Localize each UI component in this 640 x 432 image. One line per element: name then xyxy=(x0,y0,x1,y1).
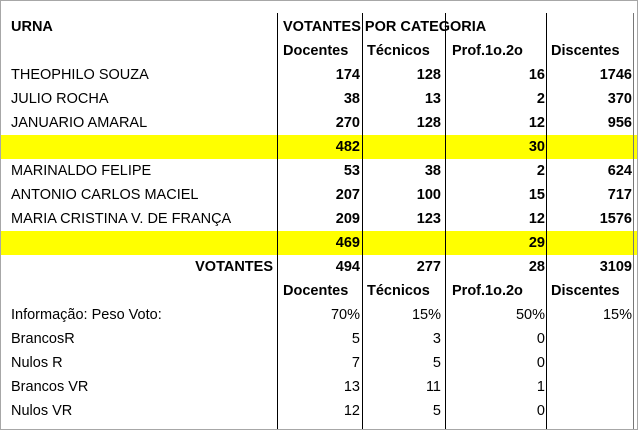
tecnicos-value: 100 xyxy=(416,187,441,203)
column-header-row-repeat xyxy=(1,279,638,303)
subtotal-row-highlighted xyxy=(1,231,638,255)
column-divider xyxy=(362,13,363,430)
votantes-prof: 28 xyxy=(528,259,545,275)
peso-voto-row xyxy=(1,303,638,327)
prof-value: 12 xyxy=(528,211,545,227)
prof-value: 12 xyxy=(528,115,545,131)
docentes-value: 174 xyxy=(335,67,360,83)
votantes-tecnicos: 277 xyxy=(416,259,441,275)
candidate-name: MARIA CRISTINA V. DE FRANÇA xyxy=(11,211,232,227)
votantes-total-row xyxy=(1,255,638,279)
header-row xyxy=(1,15,638,39)
subtotal-docentes: 469 xyxy=(335,235,360,251)
docentes-value: 209 xyxy=(335,211,360,227)
votantes-discentes: 3109 xyxy=(599,259,632,275)
extra-prof: 0 xyxy=(536,331,545,347)
subtotal-prof: 30 xyxy=(528,139,545,155)
extra-docentes: 7 xyxy=(351,355,360,371)
extra-label: BrancosR xyxy=(11,331,75,347)
subtotal-row-highlighted xyxy=(1,135,638,159)
extra-label: Nulos VR xyxy=(11,403,73,419)
candidate-row xyxy=(1,63,638,87)
docentes-value: 270 xyxy=(335,115,360,131)
extra-tecnicos: 5 xyxy=(432,355,441,371)
extra-tecnicos: 3 xyxy=(432,331,441,347)
candidate-row xyxy=(1,111,638,135)
candidate-name: THEOPHILO SOUZA xyxy=(11,67,149,83)
tecnicos-value: 13 xyxy=(424,91,441,107)
extra-prof: 0 xyxy=(536,355,545,371)
peso-prof: 50% xyxy=(515,307,545,323)
extra-prof: 1 xyxy=(536,379,545,395)
docentes-value: 207 xyxy=(335,187,360,203)
col-prof: Prof.1o.2o xyxy=(452,283,523,299)
column-header-row xyxy=(1,39,638,63)
extra-label: Nulos R xyxy=(11,355,63,371)
column-divider xyxy=(445,13,446,430)
col-docentes: Docentes xyxy=(283,283,349,299)
votantes-label: VOTANTES xyxy=(195,259,273,275)
candidate-name: ANTONIO CARLOS MACIEL xyxy=(11,187,199,203)
col-tecnicos: Técnicos xyxy=(367,43,430,59)
prof-value: 2 xyxy=(536,163,545,179)
tecnicos-value: 38 xyxy=(424,163,441,179)
prof-value: 15 xyxy=(528,187,545,203)
peso-tecnicos: 15% xyxy=(411,307,441,323)
extra-docentes: 5 xyxy=(351,331,360,347)
col-tecnicos: Técnicos xyxy=(367,283,430,299)
extra-tecnicos: 5 xyxy=(432,403,441,419)
candidate-name: JULIO ROCHA xyxy=(11,91,109,107)
tecnicos-value: 123 xyxy=(416,211,441,227)
col-discentes: Discentes xyxy=(551,43,620,59)
col-discentes: Discentes xyxy=(551,283,620,299)
peso-discentes: 15% xyxy=(602,307,632,323)
docentes-value: 53 xyxy=(343,163,360,179)
candidate-name: MARINALDO FELIPE xyxy=(11,163,152,179)
discentes-value: 624 xyxy=(607,163,632,179)
candidate-row xyxy=(1,207,638,231)
category-title: VOTANTES POR CATEGORIA xyxy=(283,19,487,35)
discentes-value: 370 xyxy=(607,91,632,107)
votantes-docentes: 494 xyxy=(335,259,360,275)
extra-docentes: 13 xyxy=(343,379,360,395)
candidate-name: JANUARIO AMARAL xyxy=(11,115,148,131)
column-divider xyxy=(633,13,634,430)
column-divider xyxy=(277,13,278,430)
discentes-value: 956 xyxy=(607,115,632,131)
subtotal-prof: 29 xyxy=(528,235,545,251)
peso-docentes: 70% xyxy=(330,307,360,323)
candidate-row xyxy=(1,87,638,111)
column-divider xyxy=(546,13,547,430)
discentes-value: 1576 xyxy=(599,211,632,227)
discentes-value: 717 xyxy=(607,187,632,203)
subtotal-docentes: 482 xyxy=(335,139,360,155)
discentes-value: 1746 xyxy=(599,67,632,83)
extra-tecnicos: 11 xyxy=(425,379,441,395)
urna-header: URNA xyxy=(11,19,53,35)
docentes-value: 38 xyxy=(343,91,360,107)
candidate-row xyxy=(1,183,638,207)
col-prof: Prof.1o.2o xyxy=(452,43,523,59)
col-docentes: Docentes xyxy=(283,43,349,59)
tecnicos-value: 128 xyxy=(416,115,441,131)
extra-row xyxy=(1,351,638,375)
peso-label: Informação: Peso Voto: xyxy=(11,307,162,323)
extra-row xyxy=(1,327,638,351)
extra-label: Brancos VR xyxy=(11,379,89,395)
extra-docentes: 12 xyxy=(343,403,360,419)
prof-value: 16 xyxy=(528,67,545,83)
extra-row xyxy=(1,399,638,423)
extra-prof: 0 xyxy=(536,403,545,419)
candidate-row xyxy=(1,159,638,183)
extra-row xyxy=(1,375,638,399)
prof-value: 2 xyxy=(536,91,545,107)
tecnicos-value: 128 xyxy=(416,67,441,83)
